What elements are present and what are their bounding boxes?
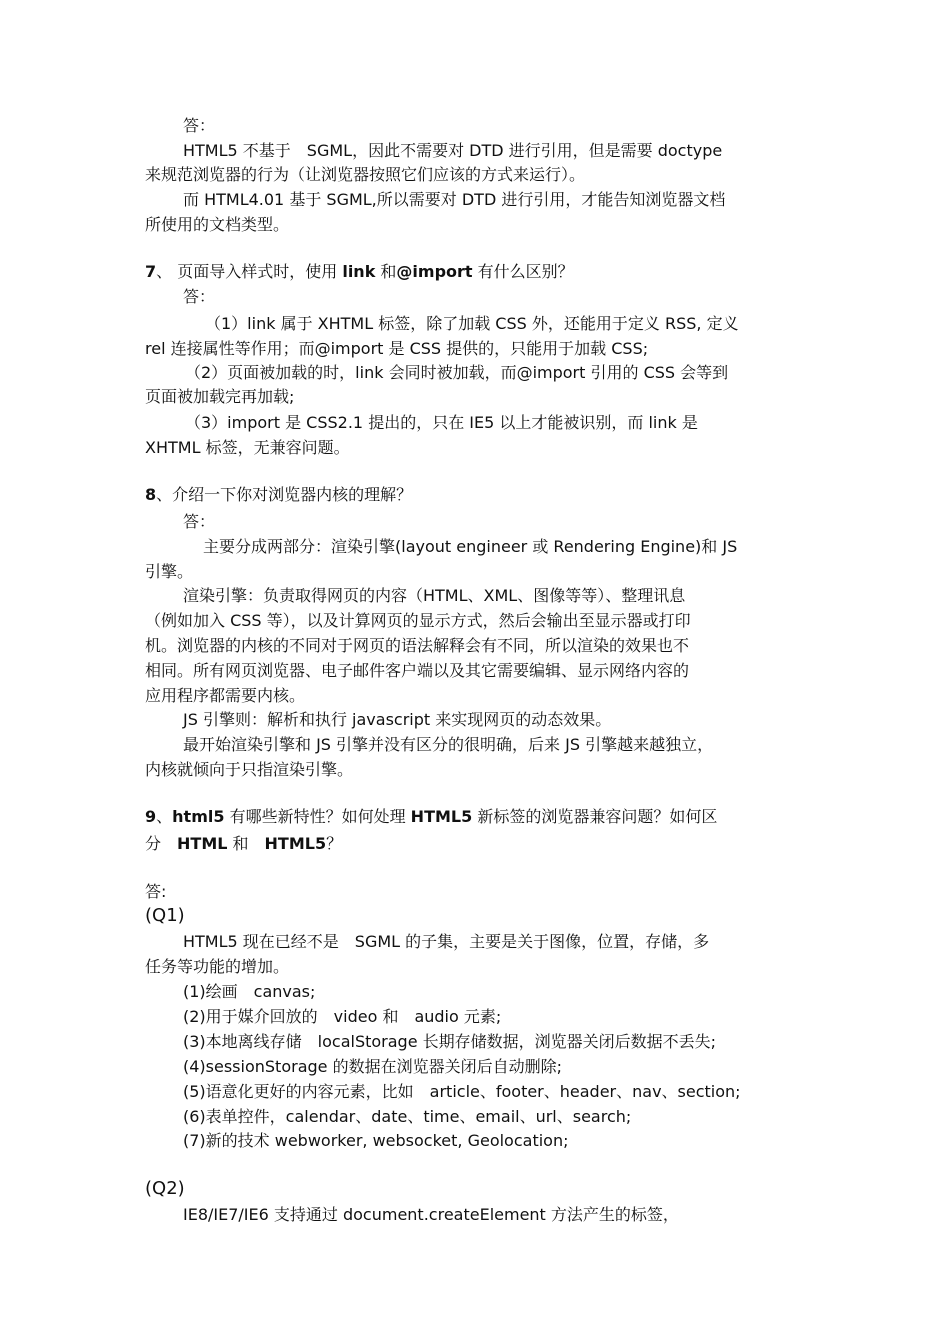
question-text: 新标签的浏览器兼容问题？如何区	[472, 807, 718, 826]
paragraph-line: 最开始渲染引擎和 JS 引擎并没有区分的很明确，后来 JS 引擎越来越独立，	[183, 735, 714, 754]
subsection-label: (Q1)	[145, 905, 185, 926]
paragraph-line: 任务等功能的增加。	[145, 957, 290, 976]
question-number: 7	[145, 262, 157, 281]
question-keyword: html5	[172, 807, 225, 826]
paragraph-line: HTML5 现在已经不是 SGML 的子集，主要是关于图像，位置，存储，多	[183, 932, 710, 951]
paragraph-line: XHTML 标签，无兼容问题。	[145, 438, 350, 457]
answer-label: 答:	[145, 882, 167, 901]
paragraph-line: rel 连接属性等作用；而@import 是 CSS 提供的，只能用于加载 CSS;	[145, 339, 649, 358]
list-item: (1)绘画 canvas;	[183, 982, 316, 1001]
paragraph-line: （1）link 属于 XHTML 标签，除了加载 CSS 外，还能用于定义 RSS, 定义	[205, 314, 739, 333]
question-text: 和	[227, 834, 265, 853]
paragraph-line: HTML5 不基于 SGML，因此不需要对 DTD 进行引用，但是需要 doctype	[183, 141, 723, 160]
question-keyword: HTML5	[264, 834, 327, 853]
question-heading	[145, 806, 717, 828]
paragraph-line: JS 引擎则：解析和执行 javascript 来实现网页的动态效果。	[183, 710, 612, 729]
question-keyword: HTML5	[410, 807, 473, 826]
subsection-label: (Q2)	[145, 1178, 185, 1199]
list-item: (7)新的技术 webworker, websocket, Geolocation;	[183, 1131, 569, 1150]
question-keyword: @import	[396, 262, 473, 281]
paragraph-line: 机。浏览器的内核的不同对于网页的语法解释会有不同，所以渲染的效果也不	[145, 636, 690, 655]
question-keyword: HTML	[177, 834, 228, 853]
answer-label: 答：	[183, 287, 216, 306]
question-text: ？	[326, 834, 343, 853]
question-text: 、介绍一下你对浏览器内核的理解？	[156, 485, 413, 504]
paragraph-line: IE8/IE7/IE6 支持通过 document.createElement 方法产生的标签，	[183, 1205, 679, 1224]
question-number: 9	[145, 807, 157, 826]
paragraph-line: 内核就倾向于只指渲染引擎。	[145, 760, 354, 779]
question-heading	[145, 484, 412, 506]
question-text: 和	[375, 262, 397, 281]
paragraph-line: 相同。所有网页浏览器、电子邮件客户端以及其它需要编辑、显示网络内容的	[145, 661, 690, 680]
paragraph-line: （2）页面被加载的时，link 会同时被加载，而@import 引用的 CSS 会等到	[185, 363, 729, 382]
list-item: (4)sessionStorage 的数据在浏览器关闭后自动删除;	[183, 1057, 562, 1076]
paragraph-line: （例如加入 CSS 等），以及计算网页的显示方式，然后会输出至显示器或打印	[145, 611, 691, 630]
list-item: (2)用于媒介回放的 video 和 audio 元素;	[183, 1007, 502, 1026]
question-text: 有什么区别？	[472, 262, 574, 281]
paragraph-line: 来规范浏览器的行为（让浏览器按照它们应该的方式来运行）。	[145, 165, 586, 184]
paragraph-line: 主要分成两部分：渲染引擎(layout engineer 或 Rendering Engine)和 JS	[203, 537, 738, 556]
question-keyword: link	[342, 262, 376, 281]
question-text: 有哪些新特性？如何处理	[224, 807, 411, 826]
paragraph-line: 页面被加载完再加载;	[145, 387, 295, 406]
question-text: 、 页面导入样式时，使用	[156, 262, 343, 281]
question-heading-line2	[145, 833, 342, 855]
question-number: 8	[145, 485, 157, 504]
paragraph-line: 所使用的文档类型。	[145, 215, 290, 234]
paragraph-line: 引擎。	[145, 562, 194, 581]
paragraph-line: 应用程序都需要内核。	[145, 686, 306, 705]
answer-label: 答：	[183, 116, 216, 135]
question-text: 、	[156, 807, 173, 826]
list-item: (6)表单控件，calendar、date、time、email、url、search;	[183, 1107, 632, 1126]
list-item: (3)本地离线存储 localStorage 长期存储数据，浏览器关闭后数据不丢失;	[183, 1032, 717, 1051]
question-heading	[145, 261, 574, 283]
paragraph-line: （3）import 是 CSS2.1 提出的，只在 IE5 以上才能被识别，而 link 是	[185, 413, 698, 432]
paragraph-line: 渲染引擎：负责取得网页的内容（HTML、XML、图像等等）、整理讯息	[183, 586, 686, 605]
answer-label: 答：	[183, 512, 216, 531]
list-item: (5)语意化更好的内容元素，比如 article、footer、header、nav、section;	[183, 1082, 741, 1101]
question-text: 分	[145, 834, 178, 853]
paragraph-line: 而 HTML4.01 基于 SGML,所以需要对 DTD 进行引用，才能告知浏览器文档	[183, 190, 726, 209]
